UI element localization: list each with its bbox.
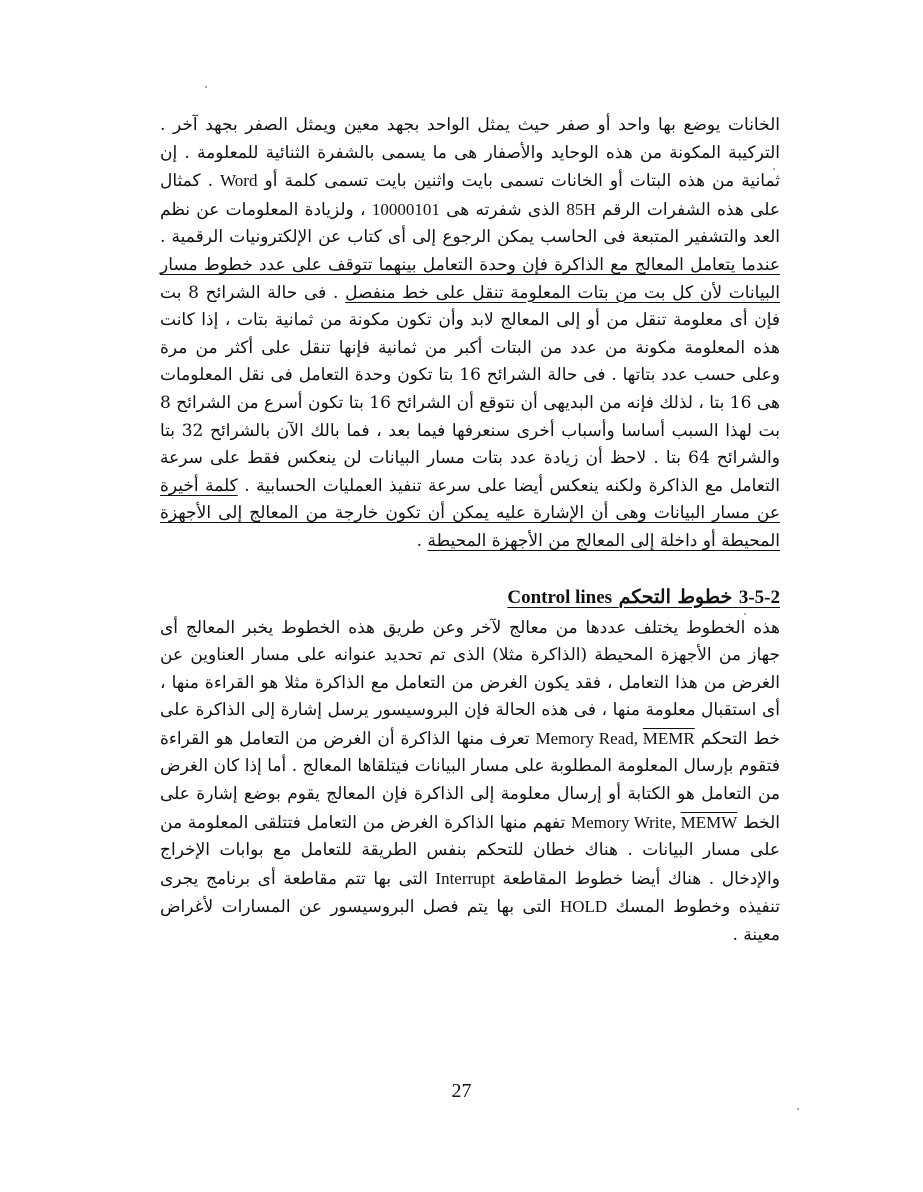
section-title-english: Control lines <box>507 586 613 608</box>
section-number: 3-5-2 <box>738 586 780 608</box>
term-memory-write-name: Memory Write, <box>570 812 677 832</box>
text-run: هذه الخطوط يختلف عددها من معالج لآخر وعن طريق هذه الخطوط يخبر المعالج أى جهاز من الأجهزة المحيطة (الذاكرة مثلا) الذى تم تحديد عنوانه على مسار العناوين عن الغرض من هذا التعامل ، فقد يكون الغرض من التعامل مع الذاكرة مثلا هو القراءة منها ، أى استقبال معلومة منها ، فى هذه الحالة فإن البروسيسور يرسل إشارة إلى الذاكرة على خط التحكم <box>160 617 780 749</box>
term-hold: HOLD <box>559 897 608 917</box>
text-run: . <box>416 530 423 551</box>
scan-speck <box>205 86 207 88</box>
term-hex: 85H <box>566 199 596 219</box>
scan-speck <box>797 1108 799 1110</box>
text-run: ، ولزيادة المعلومات عن نظم العد والتشفير المتبعة فى الحاسب يمكن الرجوع إلى أى كتاب عن الإلكترونيات الرقمية . <box>160 199 780 248</box>
page-number: 27 <box>451 1080 472 1102</box>
underlined-sentence: عندما يتعامل المعالج مع الذاكرة فإن وحدة التعامل بينهما تتوقف على عدد خطوط مسار البيانات لأن كل بت من بتات المعلومة تنقل على خط منفصل <box>160 254 781 303</box>
section-heading <box>160 582 780 613</box>
paragraph-control-lines <box>160 615 780 950</box>
text-run: تعرف منها الذاكرة أن الغرض من التعامل هو القراءة فتقوم بإرسال المعلومة المطلوبة على مسار البيانات فيتلقاها المعالج . أما إذا كان الغرض من التعامل هو الكتابة أو إرسال معلومة إلى الذاكرة فإن المعالج يقوم بوضع إشارة على الخط <box>160 728 781 833</box>
term-memory-write <box>571 813 737 832</box>
term-interrupt: Interrupt <box>435 868 495 888</box>
paragraph-data-bus <box>160 112 780 556</box>
section-title-arabic: خطوط التحكم <box>618 585 733 608</box>
text-run: . فى حالة الشرائح 8 بت فإن أى معلومة تنقل من أو إلى المعالج لابد وأن تكون مكونة من ثمانية بتات ، إذا كانت هذه المعلومة مكونة من عدد من البتات أكبر من ثمانية فإنها تنقل على أكثر من مرة وعلى حسب عدد بتاتها . فى حالة الشرائح 16 بتا تكون وحدة التعامل فى نقل المعلومات هى 16 بتا ، لذلك فإنه من البديهى أن نتوقع أن الشرائح 16 بتا تكون أسرع من الشرائح 8 بت لهذا السبب أساسا وأسباب أخرى سنعرفها فيما بعد ، فما بالك الآن بالشرائح 32 بتا والشرائح 64 بتا . لاحظ أن زيادة عدد بتات مسار البيانات لن ينعكس فقط على سرعة التعامل مع الذاكرة ولكنه ينعكس أيضا على سرعة تنفيذ العمليات الحسابية . <box>160 282 781 496</box>
text-run: التى بها تتم مقاطعة أى برنامج يجرى تنفيذه وخطوط المسك <box>160 868 780 918</box>
text-run: الخانات يوضع بها واحد أو صفر حيث يمثل الواحد بجهد معين ويمثل الصفر بجهد آخر . التركيبة المكونة من هذه الوحايد والأصفار هى ما يسمى بالشفرة الثنائية للمعلومة . إن ثمانية من هذه البتات أو الخانات تسمى بايت واثنين بايت تسمى كلمة أو <box>160 115 781 192</box>
text-run: الذى شفرته هى <box>446 199 561 220</box>
text-run: التى بها يتم فصل البروسيسور عن المسارات لأغراض معينة . <box>160 897 780 946</box>
underlined-sentence: كلمة أخيرة عن مسار البيانات وهى أن الإشارة عليه يمكن أن تكون خارجة من المعالج إلى الأجهزة المحيطة أو داخلة إلى المعالج من الأجهزة المحيطة <box>160 475 780 551</box>
term-memory-read <box>535 729 694 748</box>
term-word: Word <box>220 171 258 191</box>
section-heading-text <box>507 586 780 608</box>
text-run: . كمثال على هذه الشفرات الرقم <box>160 171 781 220</box>
term-memory-read-name: Memory Read, <box>535 728 638 748</box>
term-memw: MEMW <box>680 812 738 832</box>
document-page <box>160 112 780 950</box>
text-run: تفهم منها الذاكرة الغرض من التعامل فتتلقى المعلومة من على مسار البيانات . هناك خطان للتحكم بنفس الطريقة للتعامل مع بوابات الإخراج والإدخال . هناك أيضا خطوط المقاطعة <box>160 812 780 889</box>
term-binary: 10000101 <box>371 199 440 219</box>
term-memr: MEMR <box>642 728 695 748</box>
